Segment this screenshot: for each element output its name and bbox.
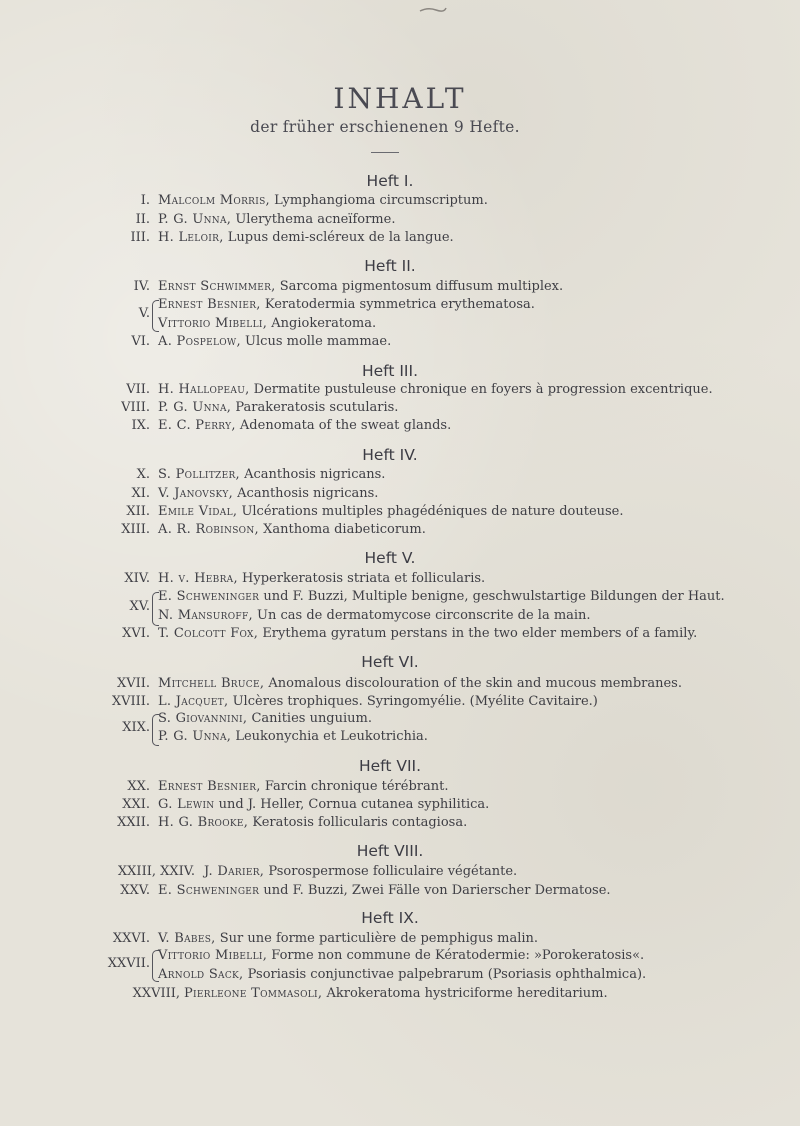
entry-text <box>158 795 489 815</box>
entry-text <box>158 727 428 747</box>
entry-author: Mitchell Bruce, <box>158 676 265 691</box>
entry-text <box>158 277 563 297</box>
entry-text <box>158 465 385 485</box>
entry-title: und J. Heller, Cornua cutanea syphilitica. <box>214 797 490 812</box>
entry-author: H. Leloir, <box>158 230 224 245</box>
entry-title: Dermatite pustuleuse chronique en foyers à progression excentrique. <box>249 382 713 397</box>
entry-number: XXI. <box>122 797 150 812</box>
entry-author: G. Lewin <box>158 797 215 812</box>
entry-number: II. <box>135 212 150 227</box>
entry-text <box>158 587 725 607</box>
page-subtitle: der früher erschienenen 9 Hefte. <box>250 118 520 136</box>
entry-number: XVIII. <box>111 694 150 709</box>
entry-number: XXIII, XXIV. <box>117 864 195 879</box>
entry-text <box>158 228 454 248</box>
entry-author: T. Colcott Fox, <box>158 626 259 641</box>
entry-row <box>0 502 800 522</box>
entry-author: V. Babes, <box>158 931 216 946</box>
entry-text <box>158 210 395 230</box>
entry-title: Hyperkeratosis striata et follicularis. <box>237 571 486 586</box>
entry-row <box>0 777 800 797</box>
heft-heading-7: Heft VII. <box>358 757 422 775</box>
entry-number: XXII. <box>117 815 150 830</box>
entry-text <box>158 606 591 626</box>
entry-text <box>158 946 644 966</box>
entry-text <box>158 484 378 504</box>
entry-text <box>158 674 682 694</box>
entry-title: Akrokeratoma hystriciforme hereditarium. <box>322 986 608 1001</box>
entry-text <box>204 862 517 882</box>
entry-text <box>158 416 451 436</box>
entry-number: XXVI. <box>112 931 150 946</box>
entry-row <box>0 314 800 334</box>
entry-row <box>0 674 800 694</box>
entry-title: Lupus demi-scléreux de la langue. <box>223 230 454 245</box>
entry-text <box>158 569 485 589</box>
entry-text <box>158 624 697 644</box>
entry-text <box>158 380 713 400</box>
entry-title: Leukonychia et Leukotrichia. <box>231 729 428 744</box>
entry-title: Acanthosis nigricans. <box>239 467 386 482</box>
entry-title: Ulcus molle mammae. <box>240 334 392 349</box>
entry-author: S. Pollitzer, <box>158 467 240 482</box>
entry-row <box>0 965 800 985</box>
ink-stain <box>418 0 448 10</box>
entry-title: Keratodermia symmetrica erythematosa. <box>260 297 535 312</box>
entry-row <box>0 813 800 833</box>
entry-title: Farcin chronique térébrant. <box>260 779 449 794</box>
entry-row <box>0 881 800 901</box>
entry-text <box>158 881 611 901</box>
entry-author: Emile Vidal, <box>158 504 238 519</box>
entry-title: Ulerythema acneïforme. <box>231 212 396 227</box>
entry-row <box>0 380 800 400</box>
entry-row <box>0 520 800 540</box>
entry-number: III. <box>130 230 150 245</box>
entry-text <box>184 984 608 1004</box>
entry-number: XV. <box>129 599 150 614</box>
entry-title: Sur une forme particulière de pemphigus malin. <box>215 931 539 946</box>
entry-author: Malcolm Morris, <box>158 193 270 208</box>
entry-author: J. Darier, <box>204 864 265 879</box>
entry-number: I. <box>140 193 150 208</box>
entry-row <box>0 416 800 436</box>
entry-title: Un cas de dermatomycose circonscrite de la main. <box>252 608 591 623</box>
entry-row <box>0 606 800 626</box>
entry-number: VII. <box>126 382 150 397</box>
entry-number: IX. <box>131 418 150 433</box>
entry-title: Angiokeratoma. <box>267 316 377 331</box>
entry-number: XXV. <box>120 883 150 898</box>
entry-title: Adenomata of the sweat glands. <box>235 418 452 433</box>
heft-heading-6: Heft VI. <box>361 653 419 671</box>
entry-row <box>0 709 800 729</box>
entry-title: Erythema gyratum perstans in the two elder members of a family. <box>258 626 698 641</box>
entry-author: A. R. Robinson, <box>158 522 259 537</box>
entry-text <box>158 332 391 352</box>
entry-title: Acanthosis nigricans. <box>233 486 379 501</box>
entry-title: Psorospermose folliculaire végétante. <box>264 864 518 879</box>
entry-number: XXVII. <box>107 956 150 971</box>
entry-text <box>158 314 376 334</box>
entry-title: Keratosis follicularis contagiosa. <box>248 815 468 830</box>
entry-title: Ulcères trophiques. Syringomyélie. (Myélite Cavitaire.) <box>228 694 598 709</box>
entry-row <box>0 795 800 815</box>
entry-title: und F. Buzzi, Multiple benigne, geschwulstartige Bildungen der Haut. <box>259 589 725 604</box>
entry-author: S. Giovannini, <box>158 711 248 726</box>
entry-author: Pierleone Tommasoli, <box>184 986 323 1001</box>
entry-author: N. Mansuroff, <box>158 608 253 623</box>
entry-author: E. C. Perry, <box>158 418 236 433</box>
entry-title: Sarcoma pigmentosum diffusum multiplex. <box>275 279 564 294</box>
entry-title: Ulcérations multiples phagédéniques de nature douteuse. <box>237 504 624 519</box>
entry-title: Psoriasis conjunctivae palpebrarum (Psoriasis ophthalmica). <box>243 967 647 982</box>
entry-author: V. Janovsky, <box>158 486 234 501</box>
entry-number: XIII. <box>121 522 150 537</box>
entry-row <box>0 862 800 882</box>
title-divider <box>371 152 399 153</box>
entry-row <box>0 295 800 315</box>
entry-row <box>0 465 800 485</box>
entry-title: Parakeratosis scutularis. <box>231 400 399 415</box>
heft-heading-1: Heft I. <box>366 172 414 190</box>
entry-number: XVII. <box>116 676 150 691</box>
entry-text <box>158 777 448 797</box>
entry-text <box>158 191 488 211</box>
entry-number: XIV. <box>124 571 150 586</box>
entry-author: H. G. Brooke, <box>158 815 249 830</box>
entry-number: X. <box>136 467 150 482</box>
entry-author: H. Hallopeau, <box>158 382 250 397</box>
heft-heading-3: Heft III. <box>361 362 419 380</box>
entry-row <box>0 191 800 211</box>
entry-row <box>0 569 800 589</box>
entry-number: XII. <box>126 504 150 519</box>
entry-text <box>158 813 467 833</box>
page-title: INHALT <box>333 82 467 115</box>
entry-row <box>0 946 800 966</box>
entry-row <box>0 210 800 230</box>
entry-row <box>0 484 800 504</box>
entry-author: Vittorio Mibelli, <box>158 948 268 963</box>
entry-text <box>158 295 535 315</box>
entry-title: und F. Buzzi, Zwei Fälle von Darierscher Dermatose. <box>259 883 611 898</box>
entry-title: Forme non commune de Kératodermie: »Porokeratosis«. <box>267 948 645 963</box>
entry-text <box>158 520 426 540</box>
entry-author: L. Jacquet, <box>158 694 229 709</box>
heft-heading-5: Heft V. <box>364 549 416 567</box>
entry-row <box>0 332 800 352</box>
entry-author: P. G. Unna, <box>158 212 232 227</box>
entry-number: XX. <box>127 779 150 794</box>
heft-heading-2: Heft II. <box>364 257 416 275</box>
entry-row <box>0 727 800 747</box>
entry-text <box>158 502 624 522</box>
entry-author: E. Schweninger <box>158 589 260 604</box>
entry-text <box>158 709 372 729</box>
entry-author: Vittorio Mibelli, <box>158 316 268 331</box>
heft-heading-8: Heft VIII. <box>356 842 424 860</box>
entry-row <box>0 624 800 644</box>
entry-author: Ernest Besnier, <box>158 297 261 312</box>
entry-author: Ernest Besnier, <box>158 779 261 794</box>
heft-heading-9: Heft IX. <box>361 909 419 927</box>
entry-number: V. <box>138 306 150 321</box>
entry-row <box>0 398 800 418</box>
entry-number: IV. <box>133 279 150 294</box>
entry-title: Lymphangioma circumscriptum. <box>269 193 488 208</box>
entry-author: P. G. Unna, <box>158 400 232 415</box>
entry-row <box>0 277 800 297</box>
entry-author: E. Schweninger <box>158 883 260 898</box>
entry-author: H. v. Hebra, <box>158 571 238 586</box>
entry-row <box>0 587 800 607</box>
entry-author: A. Pospelow, <box>158 334 241 349</box>
entry-author: Ernst Schwimmer, <box>158 279 276 294</box>
entry-text <box>158 965 646 985</box>
entry-number: XI. <box>131 486 150 501</box>
entry-number: XVI. <box>122 626 150 641</box>
entry-row <box>0 984 800 1004</box>
entry-number: VIII. <box>121 400 150 415</box>
heft-heading-4: Heft IV. <box>362 446 418 464</box>
entry-number: XXVIII, <box>132 986 180 1001</box>
entry-text <box>158 398 398 418</box>
entry-author: Arnold Sack, <box>158 967 244 982</box>
entry-author: P. G. Unna, <box>158 729 232 744</box>
entry-number: VI. <box>131 334 150 349</box>
entry-title: Xanthoma diabeticorum. <box>258 522 426 537</box>
entry-row <box>0 228 800 248</box>
entry-title: Canities unguium. <box>247 711 372 726</box>
entry-title: Anomalous discolouration of the skin and mucous membranes. <box>264 676 682 691</box>
entry-number: XIX. <box>122 720 150 735</box>
